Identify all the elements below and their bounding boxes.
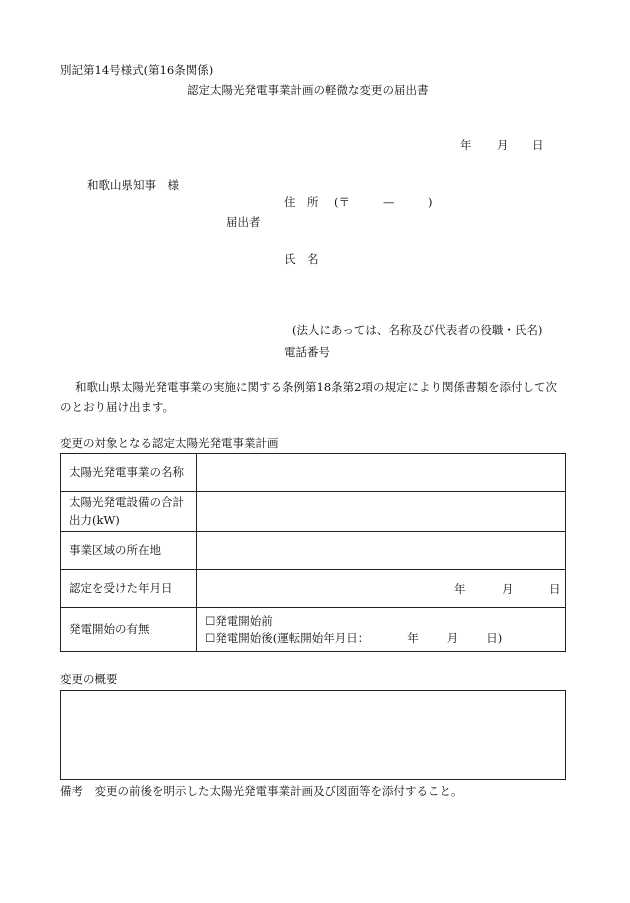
- row-label-capacity-line1: 太陽光発電設備の合計: [69, 494, 184, 509]
- postal-close: ): [428, 195, 433, 209]
- table-row: [61, 454, 566, 492]
- body-text-line1: 和歌山県太陽光発電事業の実施に関する条例第18条第2項の規定により関係書類を添付して次: [75, 380, 557, 394]
- corporate-note: (法人にあっては、名称及び代表者の役職・氏名): [292, 323, 543, 337]
- table-row: [61, 492, 566, 532]
- date-year-label: 年: [460, 138, 472, 152]
- phone-label: 電話番号: [284, 345, 330, 359]
- plan-table: [60, 453, 566, 652]
- value-cell-start-status: [197, 608, 566, 652]
- value-cell-certified-date[interactable]: [197, 570, 566, 608]
- table-row: [61, 570, 566, 608]
- summary-heading: 変更の概要: [60, 672, 118, 686]
- certified-year-unit: 年: [454, 581, 466, 596]
- postal-open: (〒: [334, 195, 350, 209]
- start-month-unit: 月: [446, 630, 459, 645]
- table-row: [61, 608, 566, 652]
- row-label-name: 太陽光発電事業の名称: [61, 454, 197, 492]
- table-row: [61, 532, 566, 570]
- row-label-location: 事業区域の所在地: [61, 532, 197, 570]
- table-heading: 変更の対象となる認定太陽光発電事業計画: [60, 436, 279, 450]
- remarks: 備考 変更の前後を明示した太陽光発電事業計画及び図面等を添付すること。: [60, 784, 463, 798]
- addressee: 和歌山県知事 様: [87, 178, 179, 192]
- start-day-unit: 日): [486, 630, 503, 645]
- option-before-start[interactable]: ☐発電開始前: [205, 613, 273, 628]
- date-day-label: 日: [532, 138, 544, 152]
- option-after-start[interactable]: ☐発電開始後(運転開始年月日： 年 月 日): [205, 630, 503, 645]
- certified-day-unit: 日: [549, 581, 561, 596]
- row-label-capacity: [61, 492, 197, 532]
- start-year-unit: 年: [407, 630, 419, 645]
- row-label-capacity-line2: 出力(kW): [69, 512, 120, 527]
- value-cell-name[interactable]: [197, 454, 566, 492]
- body-text-line2: のとおり届け出ます。: [60, 400, 175, 414]
- notifier-label: 届出者: [226, 215, 261, 229]
- row-label-certified-date: 認定を受けた年月日: [61, 570, 197, 608]
- value-cell-capacity[interactable]: [197, 492, 566, 532]
- certified-month-unit: 月: [502, 581, 514, 596]
- row-label-start-status: 発電開始の有無: [61, 608, 197, 652]
- form-number: 別記第14号様式(第16条関係): [60, 63, 214, 77]
- value-cell-location[interactable]: [197, 532, 566, 570]
- postal-dash: —: [383, 195, 395, 209]
- address-label: 住 所: [284, 195, 319, 209]
- summary-box[interactable]: [60, 690, 566, 780]
- form-title: 認定太陽光発電事業計画の軽微な変更の届出書: [187, 83, 429, 97]
- name-label: 氏 名: [284, 252, 319, 266]
- date-month-label: 月: [497, 138, 509, 152]
